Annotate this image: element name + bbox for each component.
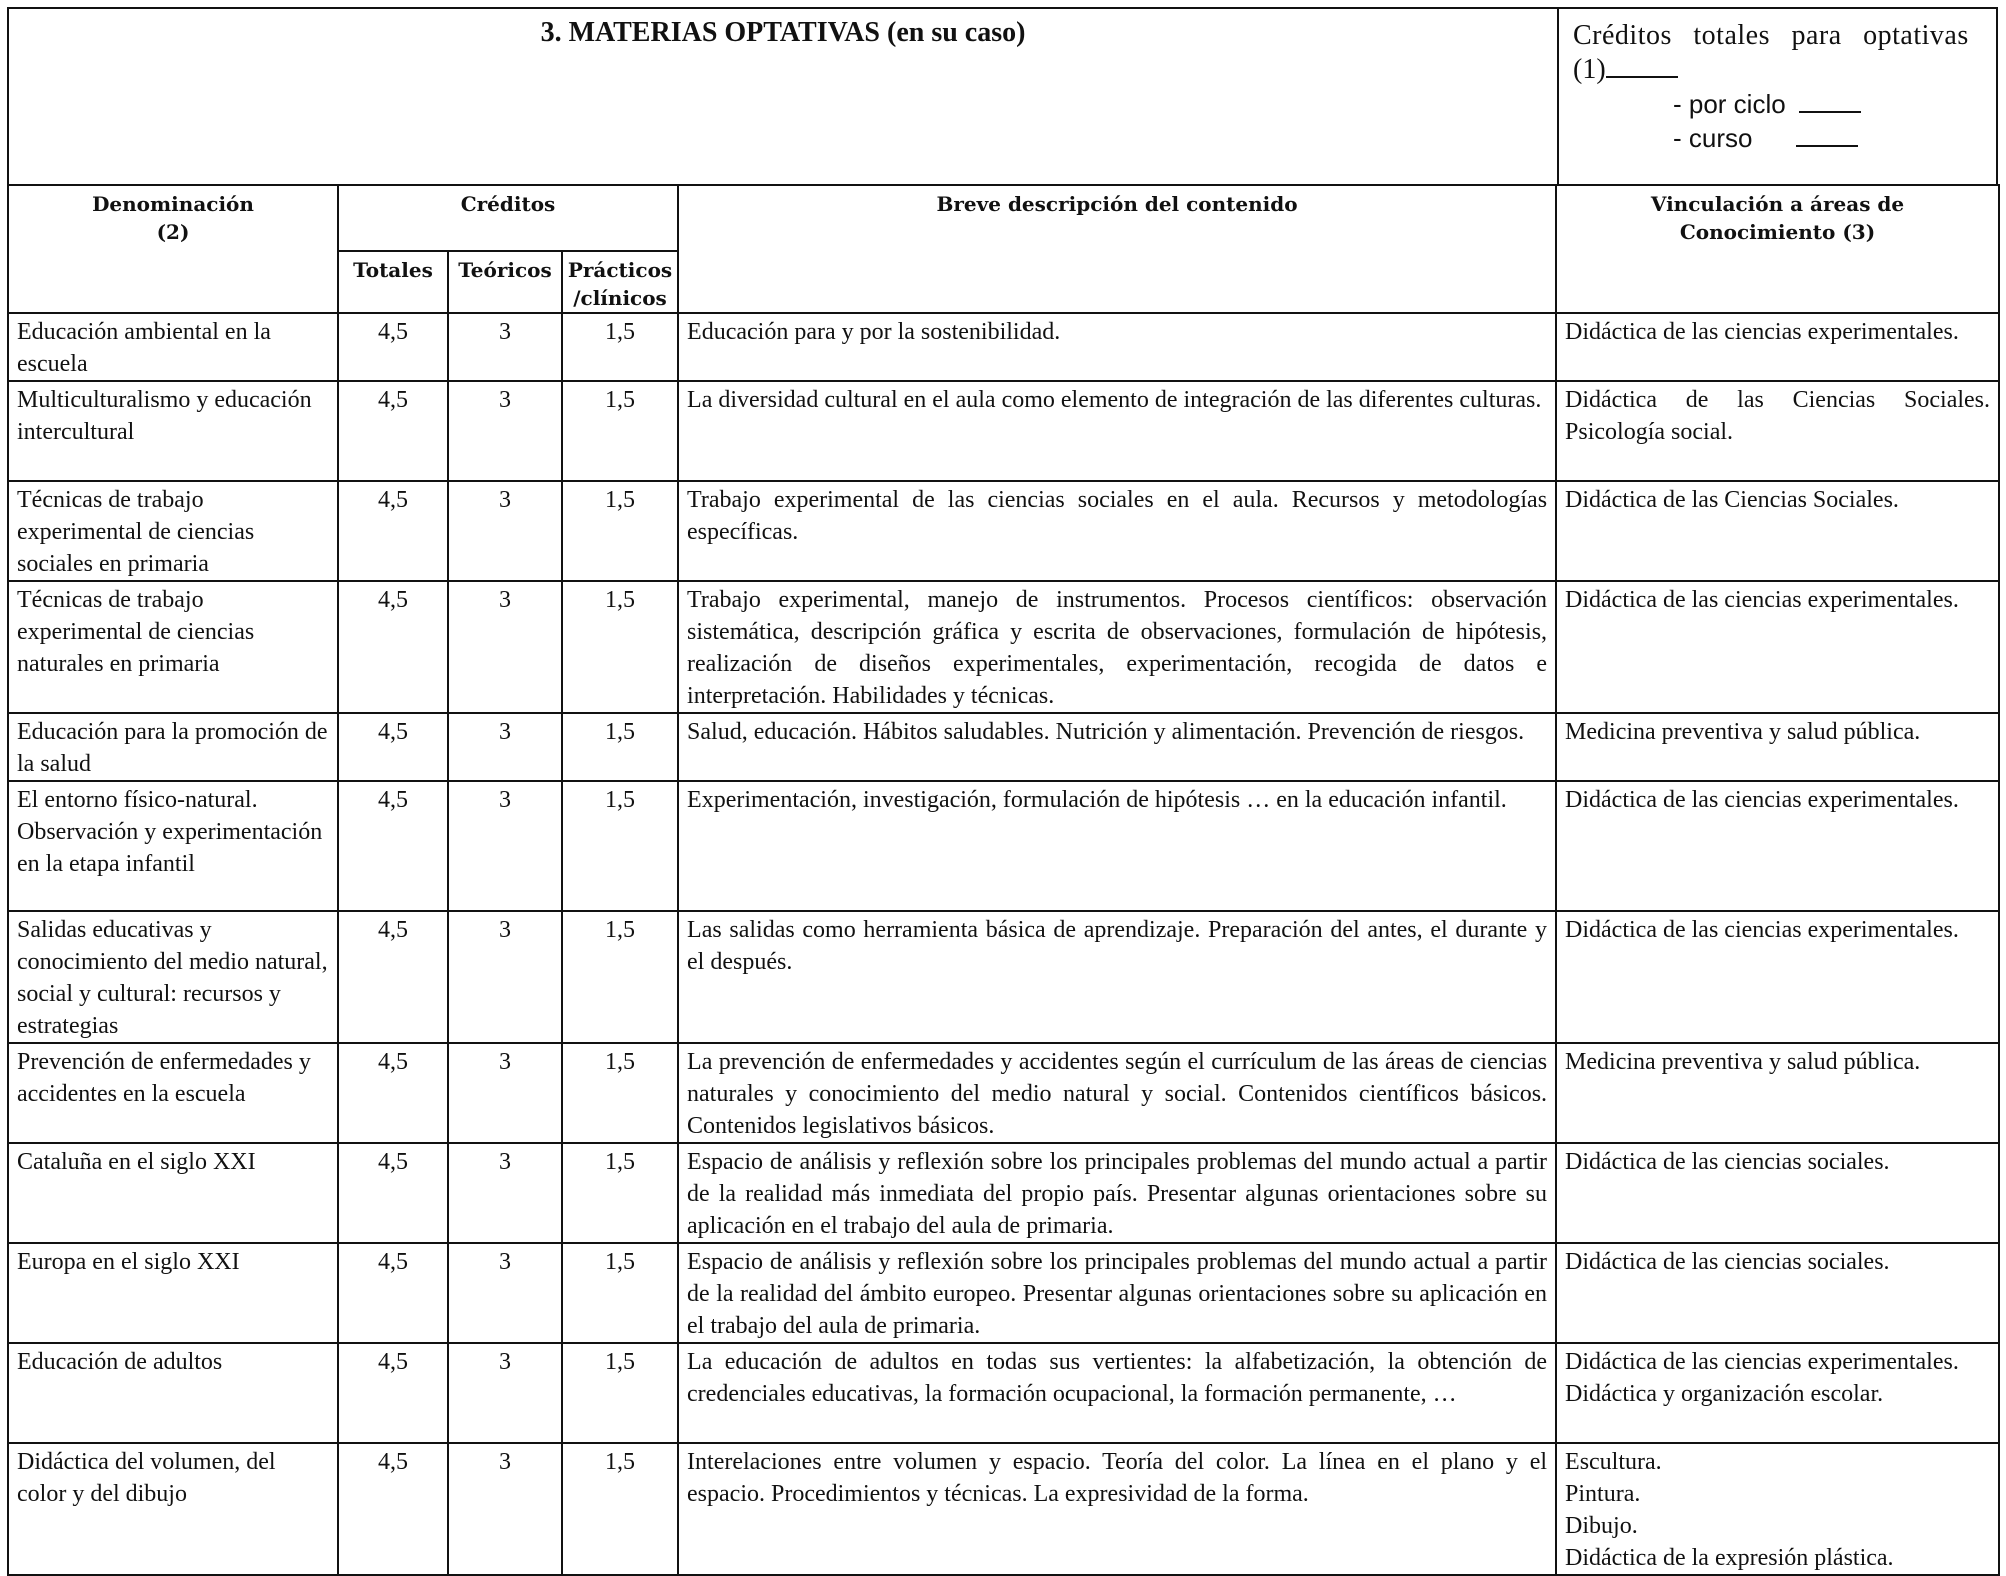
- credits-theory: 3: [448, 713, 562, 781]
- subject-name: Didáctica del volumen, del color y del dibujo: [8, 1443, 338, 1575]
- subject-name: Cataluña en el siglo XXI: [8, 1143, 338, 1243]
- credits-theory: 3: [448, 911, 562, 1043]
- subject-description: La diversidad cultural en el aula como elemento de integración de las diferentes culturas.: [678, 381, 1556, 481]
- credits-total: 4,5: [338, 381, 448, 481]
- table-row: [8, 911, 1999, 1043]
- table-row: [8, 481, 1999, 581]
- credits-theory: 3: [448, 381, 562, 481]
- credits-practice: 1,5: [562, 313, 678, 381]
- credits-practice: 1,5: [562, 1443, 678, 1575]
- credits-practice: 1,5: [562, 481, 678, 581]
- table-row: [8, 713, 1999, 781]
- knowledge-area: Didáctica de las ciencias experimentales.: [1556, 313, 1999, 381]
- credits-practice: 1,5: [562, 713, 678, 781]
- credits-total: 4,5: [338, 713, 448, 781]
- credits-theory: 3: [448, 1443, 562, 1575]
- credits-theory: 3: [448, 1343, 562, 1443]
- credits-total: 4,5: [338, 1243, 448, 1343]
- per-cycle-blank: [1799, 89, 1861, 113]
- knowledge-area: Didáctica de las ciencias experimentales.: [1556, 911, 1999, 1043]
- knowledge-area: Didáctica de las ciencias sociales.: [1556, 1143, 1999, 1243]
- subject-name: Europa en el siglo XXI: [8, 1243, 338, 1343]
- col-header-practicos: Prácticos /clínicos: [562, 251, 678, 313]
- table-row: [8, 381, 1999, 481]
- col-header-vinculacion: Vinculación a áreas de Conocimiento (3): [1556, 185, 1999, 313]
- credits-practice: 1,5: [562, 1243, 678, 1343]
- credits-total-note: (1): [1573, 54, 1606, 85]
- table-row: [8, 1143, 1999, 1243]
- section-title: 3. MATERIAS OPTATIVAS (en su caso): [540, 17, 1026, 48]
- credits-total-label: Créditos totales para optativas: [1573, 20, 1969, 51]
- credits-total: 4,5: [338, 911, 448, 1043]
- subject-description: Salud, educación. Hábitos saludables. Nutrición y alimentación. Prevención de riesgos.: [678, 713, 1556, 781]
- knowledge-area: Medicina preventiva y salud pública.: [1556, 713, 1999, 781]
- credits-theory: 3: [448, 781, 562, 911]
- credits-total: 4,5: [338, 1343, 448, 1443]
- table-row: [8, 1043, 1999, 1143]
- credits-total: 4,5: [338, 781, 448, 911]
- credits-theory: 3: [448, 1043, 562, 1143]
- knowledge-area: Didáctica de las ciencias experimentales. Didáctica y organización escolar.: [1556, 1343, 1999, 1443]
- knowledge-area: Escultura. Pintura. Dibujo. Didáctica de la expresión plástica.: [1556, 1443, 1999, 1575]
- credits-theory: 3: [448, 581, 562, 713]
- subject-name: Educación para la promoción de la salud: [8, 713, 338, 781]
- credits-practice: 1,5: [562, 1043, 678, 1143]
- table-row: [8, 1443, 1999, 1575]
- course-blank: [1796, 123, 1858, 147]
- table-row: [8, 313, 1999, 381]
- col-header-denominacion: Denominación (2): [8, 185, 338, 313]
- subject-description: Espacio de análisis y reflexión sobre los principales problemas del mundo actual a partir de la realidad del ámbito europeo. Presentar algunas orientaciones sobre su aplicación en el trabajo del aula de primaria.: [678, 1243, 1556, 1343]
- subject-description: Experimentación, investigación, formulación de hipótesis … en la educación infantil.: [678, 781, 1556, 911]
- knowledge-area: Didáctica de las ciencias sociales.: [1556, 1243, 1999, 1343]
- subject-name: Prevención de enfermedades y accidentes en la escuela: [8, 1043, 338, 1143]
- subject-description: Interelaciones entre volumen y espacio. Teoría del color. La línea en el plano y el espacio. Procedimientos y técnicas. La expresividad de la forma.: [678, 1443, 1556, 1575]
- subject-name: Educación ambiental en la escuela: [8, 313, 338, 381]
- subject-description: Trabajo experimental de las ciencias sociales en el aula. Recursos y metodologías específicas.: [678, 481, 1556, 581]
- credits-theory: 3: [448, 1243, 562, 1343]
- credits-summary-box: [1557, 9, 2000, 186]
- credits-practice: 1,5: [562, 381, 678, 481]
- knowledge-area: Medicina preventiva y salud pública.: [1556, 1043, 1999, 1143]
- subject-name: Salidas educativas y conocimiento del medio natural, social y cultural: recursos y estrategias: [8, 911, 338, 1043]
- subject-description: La prevención de enfermedades y accidentes según el currículum de las áreas de ciencias naturales y conocimiento del medio natural y social. Contenidos científicos básicos. Contenidos legislativos básicos.: [678, 1043, 1556, 1143]
- credits-practice: 1,5: [562, 1143, 678, 1243]
- subject-description: Espacio de análisis y reflexión sobre los principales problemas del mundo actual a partir de la realidad más inmediata del propio país. Presentar algunas orientaciones sobre su aplicación en el trabajo del aula de primaria.: [678, 1143, 1556, 1243]
- course-label: - curso: [1673, 123, 1753, 153]
- credits-practice: 1,5: [562, 781, 678, 911]
- subject-name: Técnicas de trabajo experimental de ciencias naturales en primaria: [8, 581, 338, 713]
- optional-subjects-table: [7, 184, 2000, 1576]
- credits-total: 4,5: [338, 481, 448, 581]
- subject-description: Las salidas como herramienta básica de aprendizaje. Preparación del antes, el durante y el después.: [678, 911, 1556, 1043]
- col-header-teoricos: Teóricos: [448, 251, 562, 313]
- subject-description: Trabajo experimental, manejo de instrumentos. Procesos científicos: observación sistemática, descripción gráfica y escrita de observaciones, formulación de hipótesis, realización de diseños experimentales, experimentación, recogida de datos e interpretación. Habilidades y técnicas.: [678, 581, 1556, 713]
- subject-name: El entorno físico-natural. Observación y experimentación en la etapa infantil: [8, 781, 338, 911]
- credits-total: 4,5: [338, 313, 448, 381]
- knowledge-area: Didáctica de las ciencias experimentales.: [1556, 581, 1999, 713]
- col-header-totales: Totales: [338, 251, 448, 313]
- credits-practice: 1,5: [562, 911, 678, 1043]
- table-row: [8, 781, 1999, 911]
- subject-description: La educación de adultos en todas sus vertientes: la alfabetización, la obtención de credenciales educativas, la formación ocupacional, la formación permanente, …: [678, 1343, 1556, 1443]
- knowledge-area: Didáctica de las Ciencias Sociales. Psicología social.: [1556, 381, 1999, 481]
- credits-total: 4,5: [338, 581, 448, 713]
- section-header: [7, 7, 1998, 184]
- per-cycle-label: - por ciclo: [1673, 89, 1786, 119]
- col-header-descripcion: Breve descripción del contenido: [678, 185, 1556, 313]
- knowledge-area: Didáctica de las Ciencias Sociales.: [1556, 481, 1999, 581]
- credits-theory: 3: [448, 481, 562, 581]
- credits-total: 4,5: [338, 1443, 448, 1575]
- credits-theory: 3: [448, 313, 562, 381]
- col-header-creditos: Créditos: [338, 185, 678, 251]
- credits-practice: 1,5: [562, 1343, 678, 1443]
- document-page: [7, 7, 1998, 1576]
- table-row: [8, 581, 1999, 713]
- credits-practice: 1,5: [562, 581, 678, 713]
- credits-theory: 3: [448, 1143, 562, 1243]
- credits-total: 4,5: [338, 1143, 448, 1243]
- credits-total-blank: [1606, 54, 1678, 78]
- subject-name: Multiculturalismo y educación intercultural: [8, 381, 338, 481]
- subject-description: Educación para y por la sostenibilidad.: [678, 313, 1556, 381]
- subject-name: Educación de adultos: [8, 1343, 338, 1443]
- knowledge-area: Didáctica de las ciencias experimentales.: [1556, 781, 1999, 911]
- table-row: [8, 1243, 1999, 1343]
- subject-name: Técnicas de trabajo experimental de ciencias sociales en primaria: [8, 481, 338, 581]
- table-row: [8, 1343, 1999, 1443]
- credits-total: 4,5: [338, 1043, 448, 1143]
